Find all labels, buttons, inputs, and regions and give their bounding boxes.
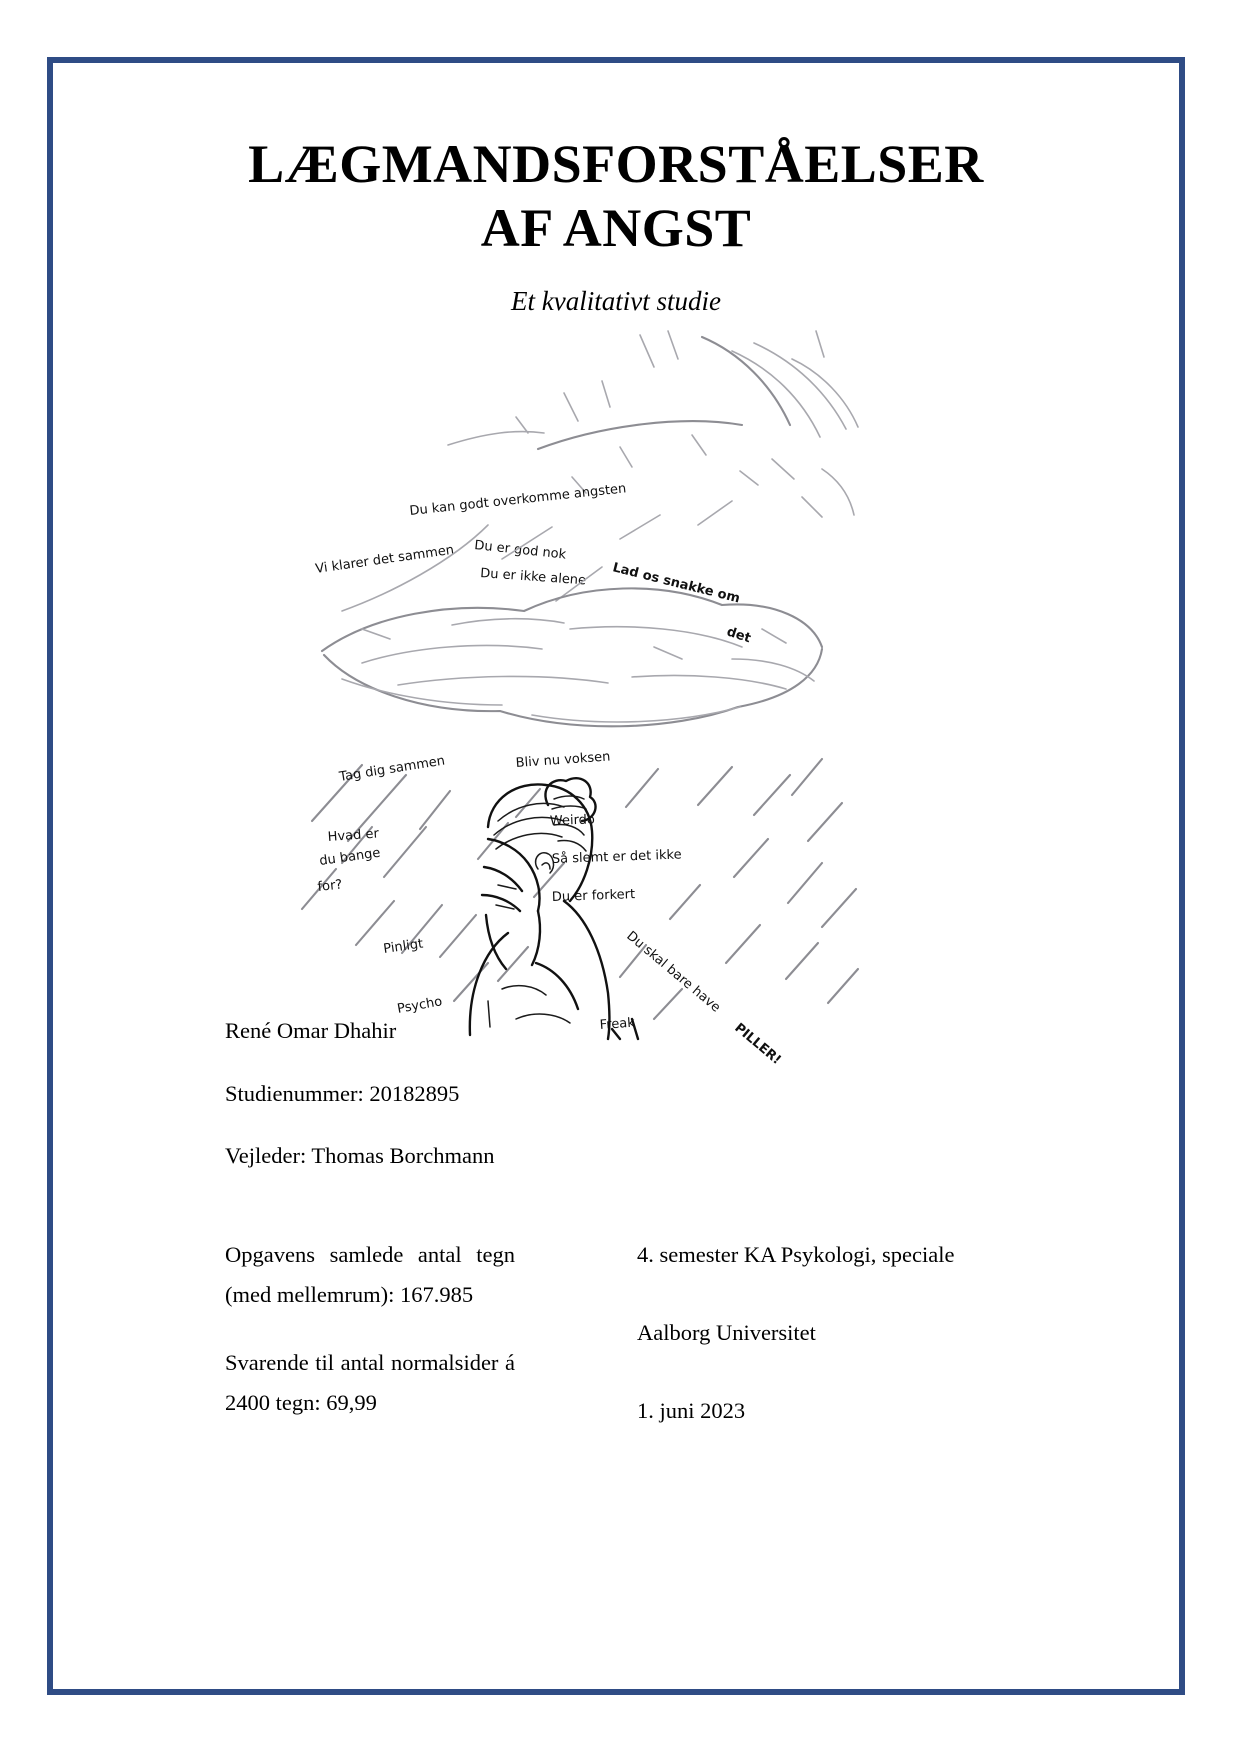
title-line-1: LÆGMANDSFORSTÅELSER (248, 134, 984, 194)
meta-date: 1. juni 2023 (637, 1398, 746, 1424)
title-block (47, 133, 1185, 317)
rain-phrase-hvad-er-1: Hvad er (327, 826, 380, 845)
rain-phrase-du-skal: Du skal bare have (623, 928, 724, 1016)
rain-strokes-right (620, 759, 858, 1019)
title-line-2: AF ANGST (480, 197, 752, 258)
rain-phrase-du-er-forkert: Du er forkert (551, 887, 636, 905)
meta-university: Aalborg Universitet (637, 1320, 816, 1346)
rain-phrase-freak: Freak (599, 1015, 636, 1033)
rain-phrase-weirdo: Weirdo (549, 812, 596, 829)
cloud-phrase-5b: det (724, 624, 753, 647)
rain-phrase-tag-dig-sammen: Tag dig sammen (338, 753, 447, 785)
rain-phrase-piller: PILLER! (731, 1020, 784, 1068)
page-subtitle: Et kvalitativt studie (511, 286, 721, 317)
page-title (47, 133, 1185, 260)
author-student-number: Studienummer: 20182895 (225, 1080, 460, 1106)
meta-left-column (225, 1235, 515, 1431)
author-supervisor: Vejleder: Thomas Borchmann (225, 1143, 495, 1168)
rain-phrase-pinligt: Pinligt (382, 936, 425, 957)
meta-character-count: Opgavens samlede antal tegn (med mellemrum): 167.985 (225, 1242, 515, 1308)
sky-strokes (448, 331, 858, 517)
meta-right-column (637, 1235, 997, 1431)
rain-phrase-saa-slemt: Så slemt er det ikke (551, 847, 682, 867)
meta-row (225, 1235, 1145, 1431)
rain-phrase-psycho: Psycho (396, 994, 444, 1017)
cloud-body (322, 588, 822, 726)
meta-program: 4. semester KA Psykologi, speciale (637, 1242, 955, 1267)
cloud-phrase-5a: Lad os snakke om (611, 560, 742, 607)
rain-phrase-hvad-er-3: for? (316, 877, 344, 895)
page-content (47, 57, 1185, 1695)
rain-phrase-hvad-er-2: du bange (318, 845, 382, 869)
cloud-phrase-3: Vi klarer det sammen (314, 542, 455, 577)
author-block (225, 1020, 745, 1208)
author-name: René Omar Dhahir (225, 1018, 397, 1043)
cloud-phrase-4: Du er ikke alene (479, 566, 587, 589)
cloud-phrase-1: Du kan godt overkomme angsten (408, 481, 627, 519)
meta-normal-pages: Svarende til antal normalsider á 2400 tegn: 69,99 (225, 1350, 515, 1416)
rain-phrase-bliv-nu-voksen: Bliv nu voksen (515, 749, 611, 771)
cloud-phrase-2: Du er god nok (473, 538, 567, 563)
